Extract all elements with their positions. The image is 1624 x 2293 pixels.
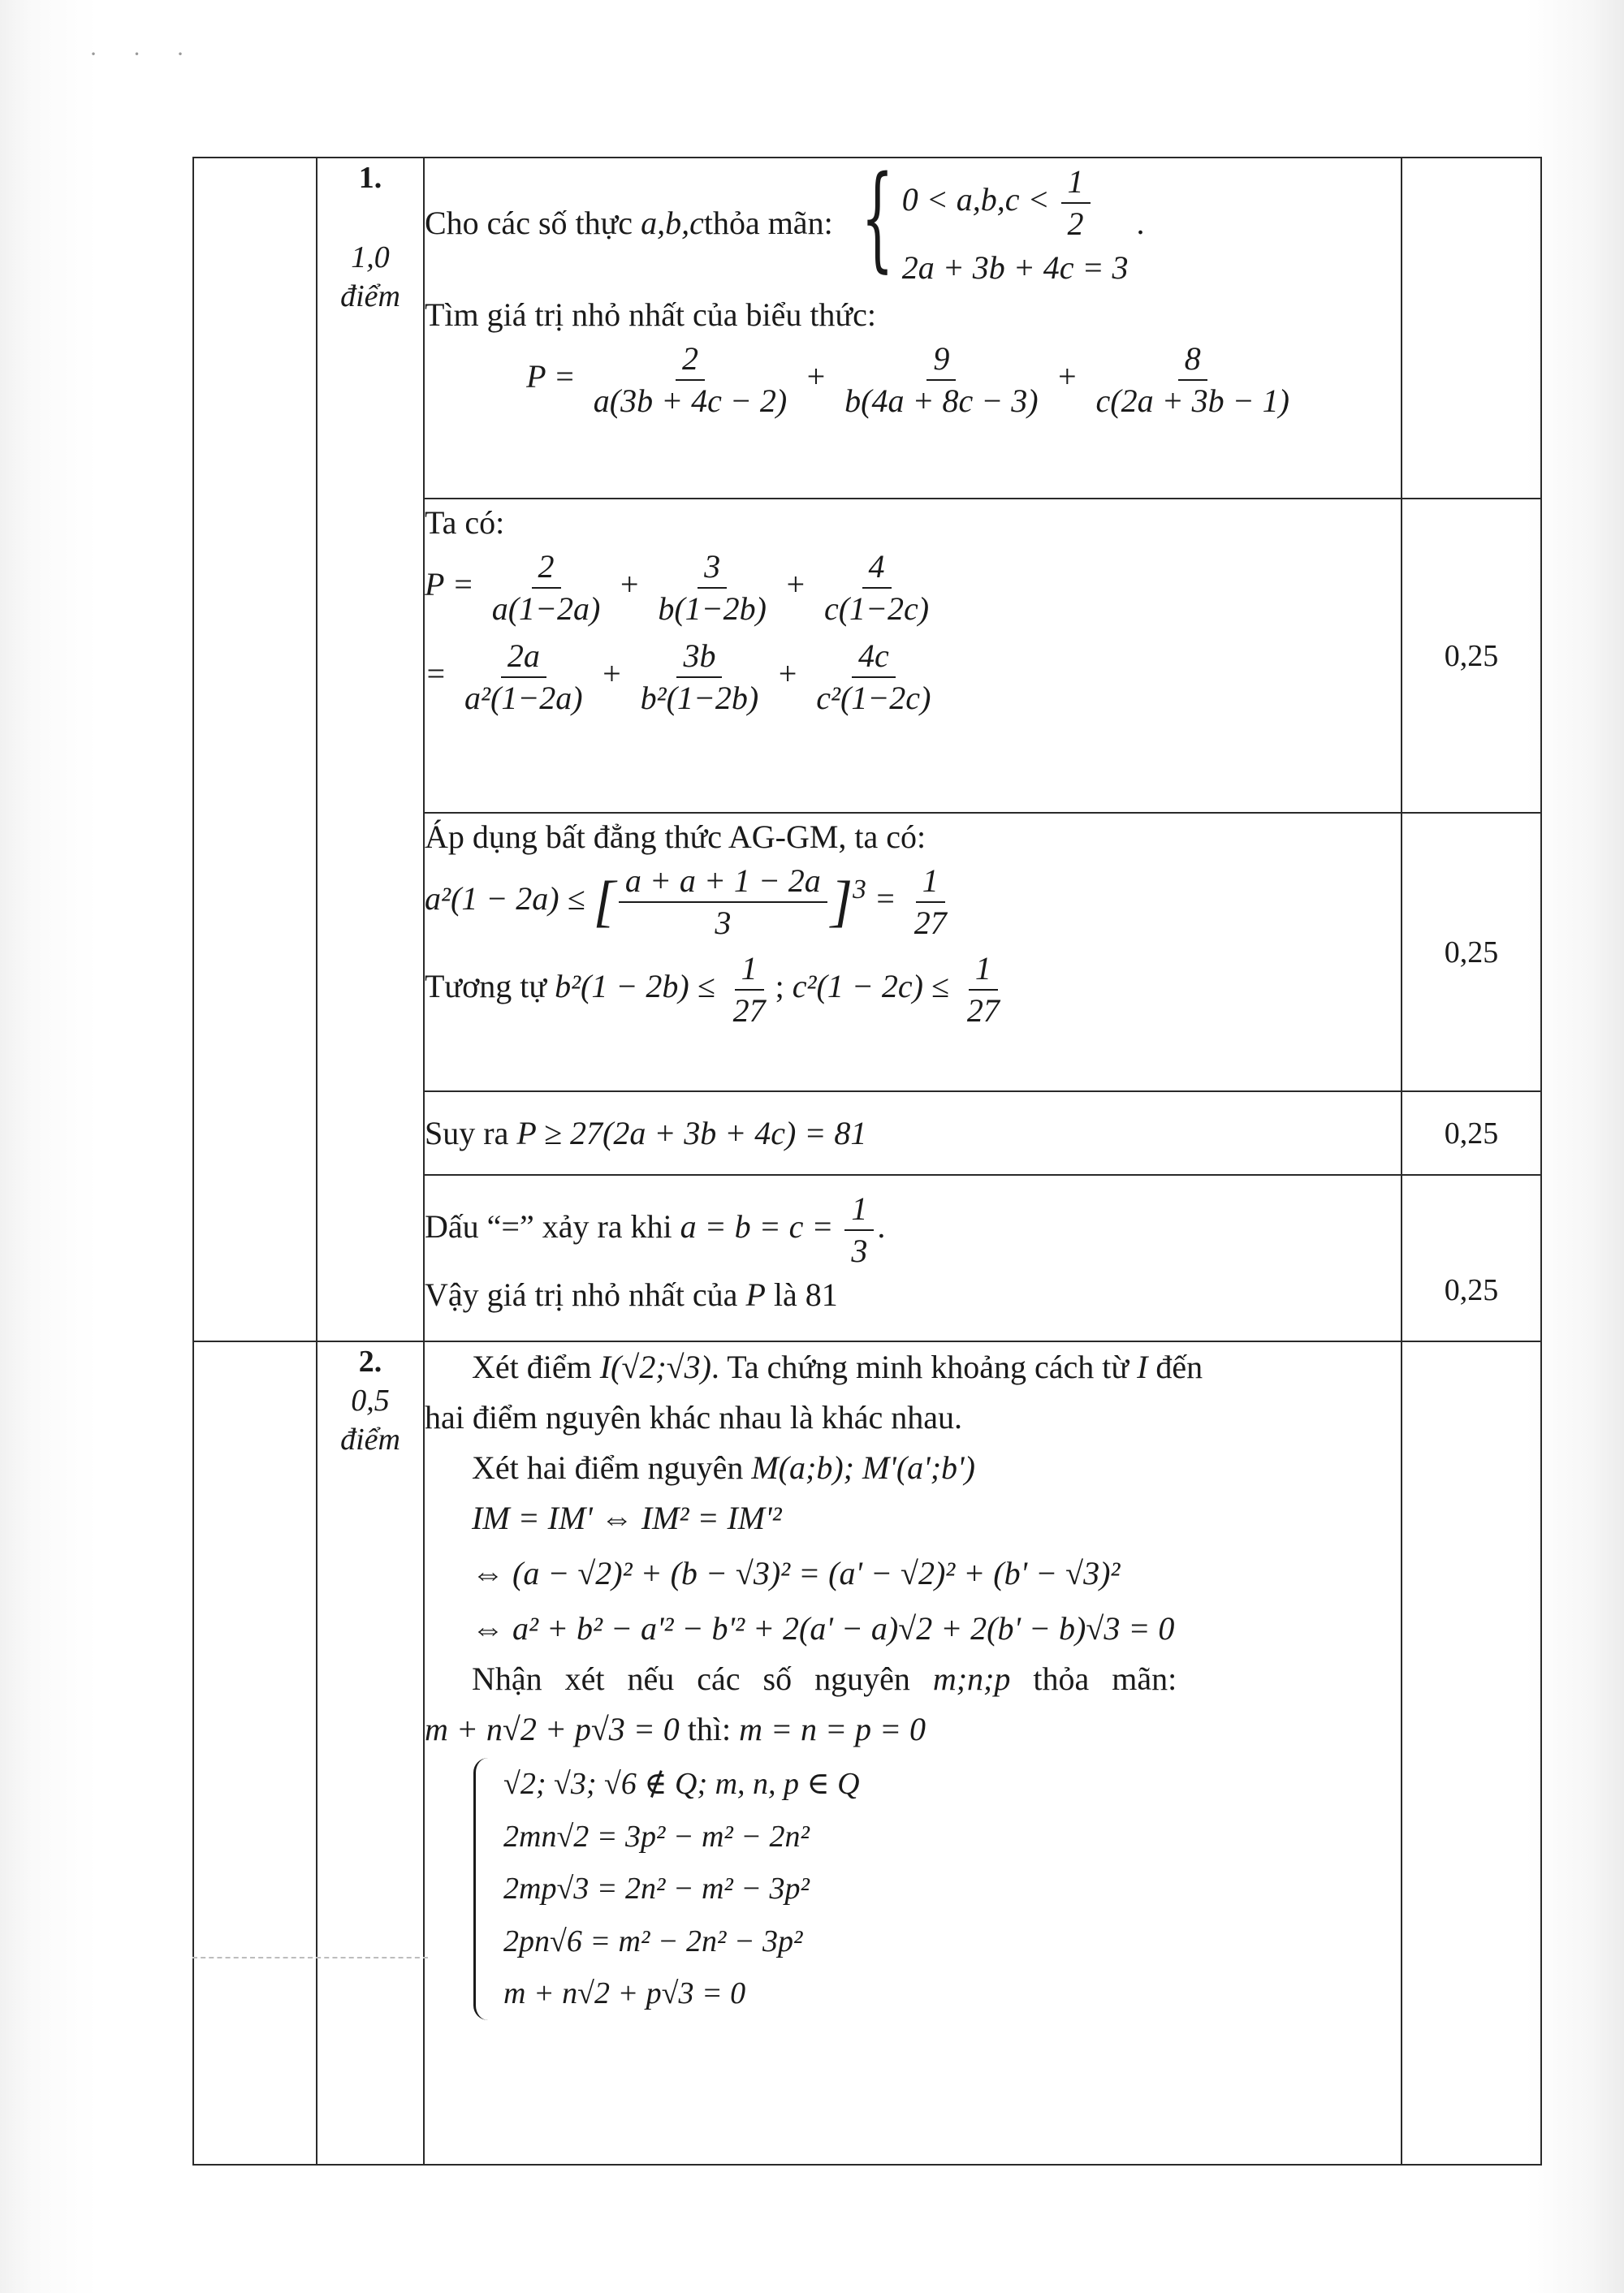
blank-column-cell-2	[193, 1341, 317, 2165]
step1-score: 0,25	[1402, 499, 1541, 813]
step3-content	[424, 1091, 1402, 1175]
given-vars: a,b,c	[641, 205, 704, 242]
step1-content	[424, 499, 1402, 813]
sys-row-2: 2mn√2 = 3p² − m² − 2n²	[503, 1819, 810, 1854]
problem1-number-cell	[317, 158, 424, 1341]
p2-line2: hai điểm nguyên khác nhau là khác nhau.	[425, 1399, 962, 1436]
sys-row-3: 2mp√3 = 2n² − m² − 3p²	[503, 1872, 810, 1907]
problem1-statement: Cho các số thực a,b,cthỏa mãn: { 0 < a,b,c < $\frac{1}{2}$ 2a + 3b + 4c = 3 . Tìm giá trị nhỏ nhất của biểu thức: P = $\frac{2}{a(3b + 4c - 2)}$ + $\frac{9}{b(4a + 8c - 3)}$ + $\frac{8}{c(2a + 3b - 1)}$	[424, 158, 1402, 499]
similar-inequalities: Tương tự b²(1 − 2b) ≤ $\frac{1}{27}$ ; c²(1 − 2c) ≤ $\frac{1}{27}$	[425, 950, 1000, 1029]
step4-content	[424, 1175, 1402, 1341]
scan-dashed-line	[192, 1957, 428, 1958]
p2-line1: Xét điểm I(√2;√3). Ta chứng minh khoảng cách từ I đến	[472, 1349, 1203, 1385]
problem1-row	[193, 158, 1541, 499]
problem1-number: 1.	[358, 161, 382, 195]
p2-line7: Nhận xét nếu các số nguyên m;n;p thỏa mãn:	[472, 1660, 1177, 1697]
cond1: 0 < a,b,c <	[901, 181, 1050, 218]
conclusion: Vậy giá trị nhỏ nhất của P là 81	[425, 1276, 838, 1313]
given-suffix: thỏa mãn:	[703, 205, 833, 242]
problem2-points: 0,5	[351, 1384, 390, 1418]
problem1-points-unit: điểm	[340, 279, 400, 313]
step2-score: 0,25	[1402, 813, 1541, 1091]
sys-row-1: √2; √3; √6 ∉ Q; m, n, p ∈ Q	[503, 1767, 860, 1801]
cond2: 2a + 3b + 4c = 3	[901, 249, 1129, 286]
step1-expr1: P = $\frac{2}{a(1-2a)}$ + $\frac{3}{b(1-2b)}$ + $\frac{4}{c(1-2c)}$	[425, 548, 930, 627]
amgm-inequality: a²(1 − 2a) ≤ [ $\frac{a + a + 1 - 2a}{3}$ ]$^3$ = $\frac{1}{27}$	[425, 862, 947, 941]
step4-score: 0,25	[1402, 1175, 1541, 1341]
step1-intro: Ta có:	[425, 504, 505, 541]
sys-row-4: 2pn√6 = m² − 2n² − 3p²	[503, 1924, 803, 1958]
problem2-number-cell	[317, 1341, 424, 2165]
problem1-points: 1,0	[351, 240, 390, 274]
P-definition: P = $\frac{2}{a(3b + 4c - 2)}$ + $\frac{9}{b(4a + 8c - 3)}$ + $\frac{8}{c(2a + 3b - 1)}$	[526, 340, 1289, 419]
equality-condition: Dấu “=” xảy ra khi a = b = c = $\frac{1}{3}$ .	[425, 1190, 886, 1269]
problem2-number: 2.	[358, 1345, 382, 1379]
problem2-score-cell	[1402, 1341, 1541, 2165]
curly-brace	[473, 1758, 495, 2020]
ask-text: Tìm giá trị nhỏ nhất của biểu thức:	[425, 296, 876, 333]
p2-line3: Xét hai điểm nguyên M(a;b); M'(a';b')	[472, 1449, 975, 1486]
step2-content	[424, 813, 1402, 1091]
step3-expr: P ≥ 27(2a + 3b + 4c) = 81	[516, 1114, 867, 1151]
step3-score: 0,25	[1402, 1091, 1541, 1175]
step3-prefix: Suy ra	[425, 1114, 509, 1151]
scan-artifact: · · ·	[89, 41, 199, 67]
given-text: Cho các số thực	[425, 205, 633, 242]
p2-line6: ⇔ a² + b² − a'² − b'² + 2(a' − a)√2 + 2(b' − b)√3 = 0	[472, 1610, 1175, 1647]
problem2-content	[424, 1341, 1402, 2165]
cond1-fraction: $\frac{1}{2}$	[1061, 162, 1091, 244]
blank-column-cell	[193, 158, 317, 1341]
answer-table	[192, 152, 1542, 2166]
problem2-points-unit: điểm	[340, 1423, 400, 1457]
step2-intro: Áp dụng bất đẳng thức AG-GM, ta có:	[425, 818, 926, 855]
p2-system	[473, 1758, 1401, 2020]
p2-line5: ⇔ (a − √2)² + (b − √3)² = (a' − √2)² + (b' − √3)²	[472, 1555, 1121, 1591]
condition-system: { 0 < a,b,c < $\frac{1}{2}$ 2a + 3b + 4c = 3	[841, 162, 1129, 291]
p2-line4: IM = IM' ⇔ IM² = IM'²	[472, 1500, 782, 1536]
p2-line8: m + n√2 + p√3 = 0 thì: m = n = p = 0	[425, 1711, 926, 1747]
step1-expr2: = $\frac{2a}{\text{a²(1−2a)}}$ + $\frac{3b}{\text{b²(1−2b)}}$ + $\frac{4c}{\text{c²(1−2c)}}$	[425, 637, 931, 716]
problem1-score-cell	[1402, 158, 1541, 499]
problem2-row	[193, 1341, 1541, 2165]
sys-row-5: m + n√2 + p√3 = 0	[503, 1976, 746, 2011]
